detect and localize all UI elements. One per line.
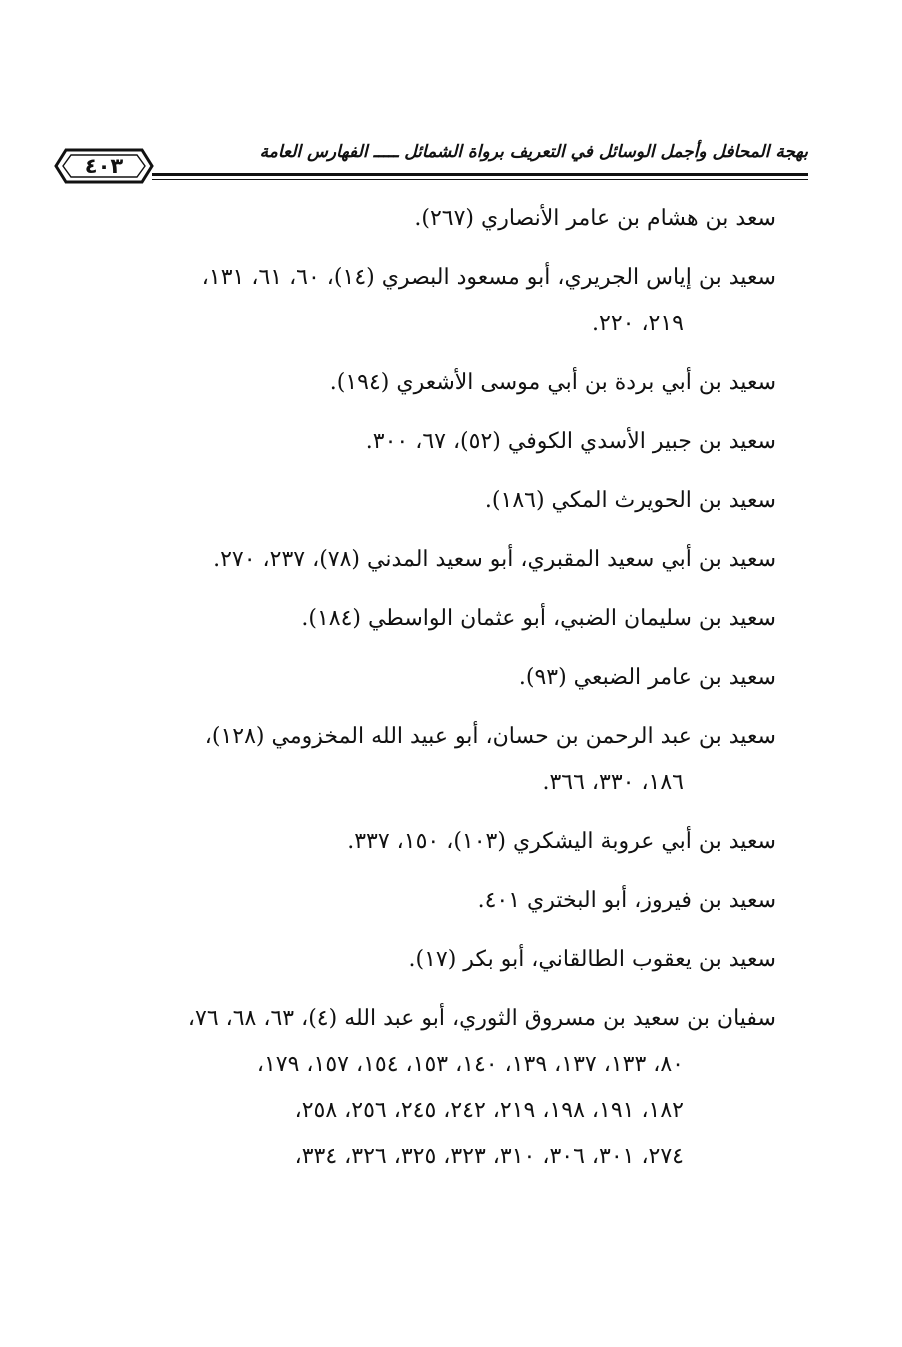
index-entry <box>96 478 776 524</box>
entry-line: سعيد بن عبد الرحمن بن حسان، أبو عبيد الله المخزومي (١٢٨)، <box>204 724 776 749</box>
entry-line: سعيد بن فيروز، أبو البختري ٤٠١. <box>477 888 776 913</box>
entry-continuation-line: ١٨٦، ٣٣٠، ٣٦٦. <box>542 770 684 795</box>
index-entry <box>96 419 776 465</box>
index-entry <box>96 255 776 347</box>
index-entry <box>96 819 776 865</box>
index-entry <box>96 714 776 806</box>
entry-line: سعيد بن أبي عروبة اليشكري (١٠٣)، ١٥٠، ٣٣٧. <box>347 829 776 854</box>
page-number-badge <box>52 146 156 186</box>
entry-line: سعيد بن الحويرث المكي (١٨٦). <box>484 488 776 513</box>
header-rule-thin <box>152 179 808 180</box>
entry-continuation-line: ٨٠، ١٣٣، ١٣٧، ١٣٩، ١٤٠، ١٥٣، ١٥٤، ١٥٧، ١٧٩، <box>256 1052 684 1077</box>
entry-continuation-line: ٢١٩، ٢٢٠. <box>592 311 684 336</box>
page-number: ٤٠٣ <box>84 154 124 178</box>
entry-line: سعيد بن إياس الجريري، أبو مسعود البصري (١٤)، ٦٠، ٦١، ١٣١، <box>201 265 776 290</box>
index-entry <box>96 196 776 242</box>
entry-line: سعيد بن أبي بردة بن أبي موسى الأشعري (١٩٤). <box>329 370 776 395</box>
entry-line: سعيد بن عامر الضبعي (٩٣). <box>518 665 776 690</box>
index-entries <box>96 196 776 1193</box>
index-entry <box>96 537 776 583</box>
entry-line: سفيان بن سعيد بن مسروق الثوري، أبو عبد الله (٤)، ٦٣، ٦٨، ٧٦، <box>187 1006 776 1031</box>
index-entry <box>96 937 776 983</box>
entry-line: سعيد بن جبير الأسدي الكوفي (٥٢)، ٦٧، ٣٠٠. <box>365 429 776 454</box>
entry-line: سعيد بن يعقوب الطالقاني، أبو بكر (١٧). <box>408 947 776 972</box>
entry-line: سعيد بن سليمان الضبي، أبو عثمان الواسطي (١٨٤). <box>301 606 776 631</box>
index-entry <box>96 655 776 701</box>
entry-continuation-line: ٢٧٤، ٣٠١، ٣٠٦، ٣١٠، ٣٢٣، ٣٢٥، ٣٢٦، ٣٣٤، <box>294 1144 684 1169</box>
running-title: بهجة المحافل وأجمل الوسائل في التعريف برواة الشمائل ـــــ الفهارس العامة <box>259 142 808 162</box>
entry-continuation-line: ١٨٢، ١٩١، ١٩٨، ٢١٩، ٢٤٢، ٢٤٥، ٢٥٦، ٢٥٨، <box>294 1098 684 1123</box>
index-entry <box>96 360 776 406</box>
index-entry <box>96 878 776 924</box>
entry-line: سعد بن هشام بن عامر الأنصاري (٢٦٧). <box>414 206 776 231</box>
index-entry <box>96 596 776 642</box>
entry-line: سعيد بن أبي سعيد المقبري، أبو سعيد المدني (٧٨)، ٢٣٧، ٢٧٠. <box>213 547 776 572</box>
index-entry <box>96 996 776 1180</box>
running-header <box>52 132 808 188</box>
header-rule <box>152 173 808 176</box>
